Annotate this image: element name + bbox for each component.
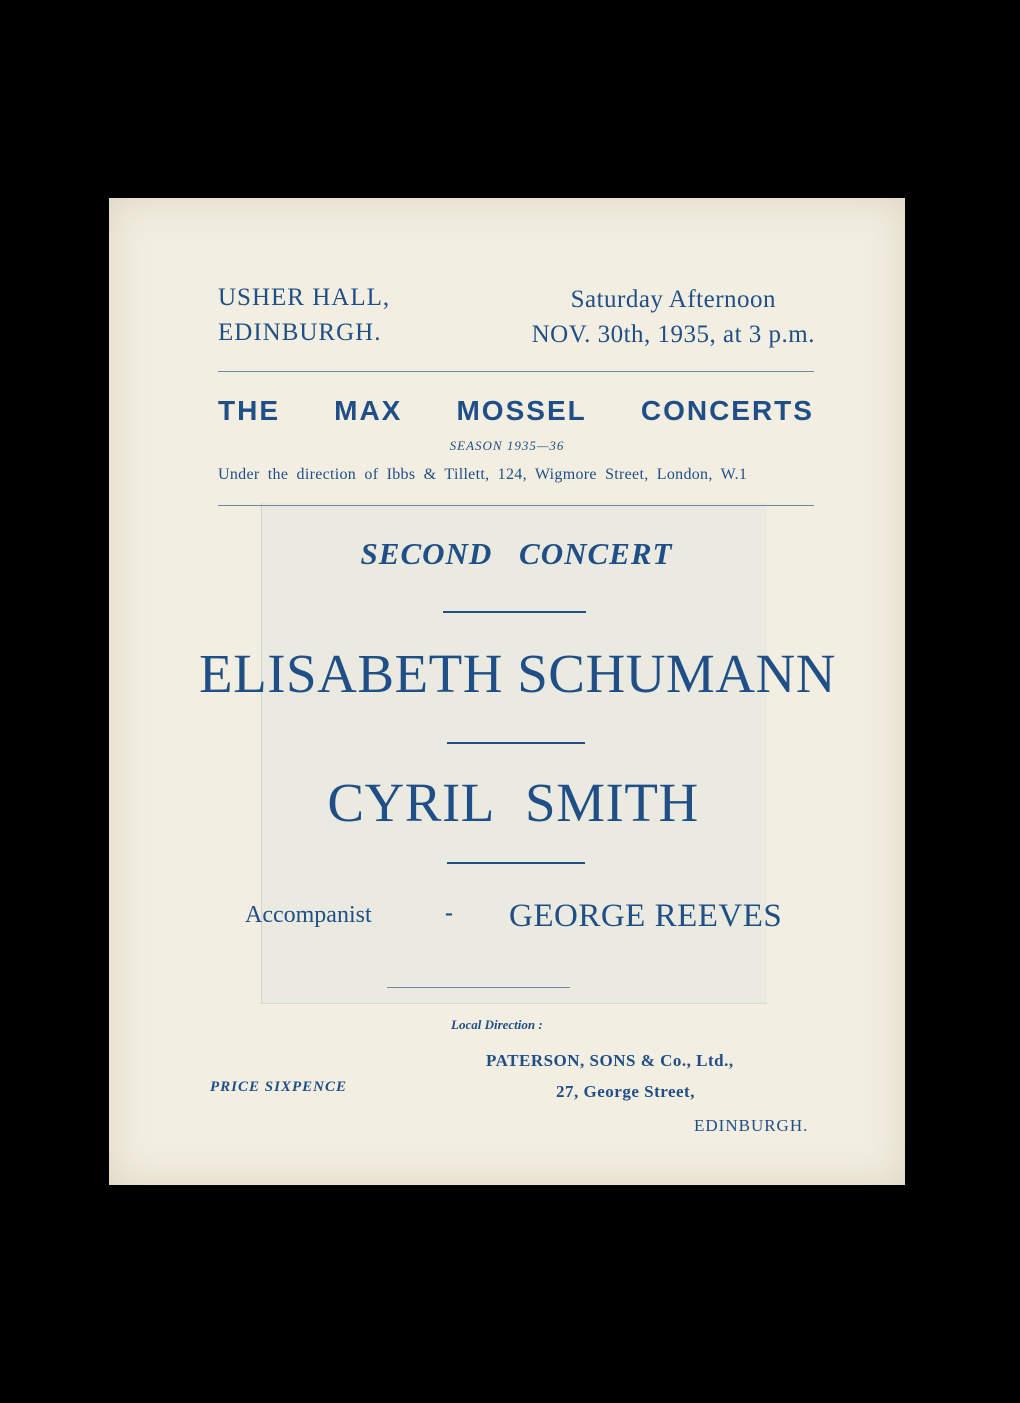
agent-name: PATERSON, SONS & Co., Ltd., [486,1051,734,1070]
lower-divider [387,987,570,988]
venue [218,280,390,350]
series-title-word: THE [218,395,280,426]
date-line-2: NOV. 30th, 1935, at 3 p.m. [531,321,815,348]
divider-bar [443,611,586,613]
accompanist-separator: - [445,900,453,926]
management-direction: Under the direction of Ibbs & Tillett, 124, Wigmore Street, London, W.1 [218,466,748,483]
artist-pianist: CYRIL SMITH [327,772,699,833]
accompanist-name: GEORGE REEVES [509,898,783,934]
local-direction-label: Local Direction : [451,1017,543,1032]
date-line-1: Saturday Afternoon [570,286,777,313]
concert-programme-page [109,198,905,1185]
divider-bar [447,742,585,744]
concert-date [532,282,815,352]
price: PRICE SIXPENCE [210,1079,347,1095]
series-title [218,395,814,427]
concert-number: SECOND CONCERT [360,536,673,571]
series-divider [218,505,814,506]
series-title-word: MAX [334,395,403,426]
accompanist-label: Accompanist [245,902,372,928]
venue-line-2: EDINBURGH. [218,319,382,346]
agent-city: EDINBURGH. [694,1116,809,1135]
venue-line-1: USHER HALL, [218,284,391,311]
top-divider [218,371,814,372]
series-title-word: CONCERTS [640,395,814,426]
series-title-word: MOSSEL [456,395,587,426]
agent-street: 27, George Street, [556,1082,695,1101]
season: SEASON 1935—36 [449,438,565,453]
divider-bar [447,862,585,864]
artist-soprano: ELISABETH SCHUMANN [199,643,836,704]
